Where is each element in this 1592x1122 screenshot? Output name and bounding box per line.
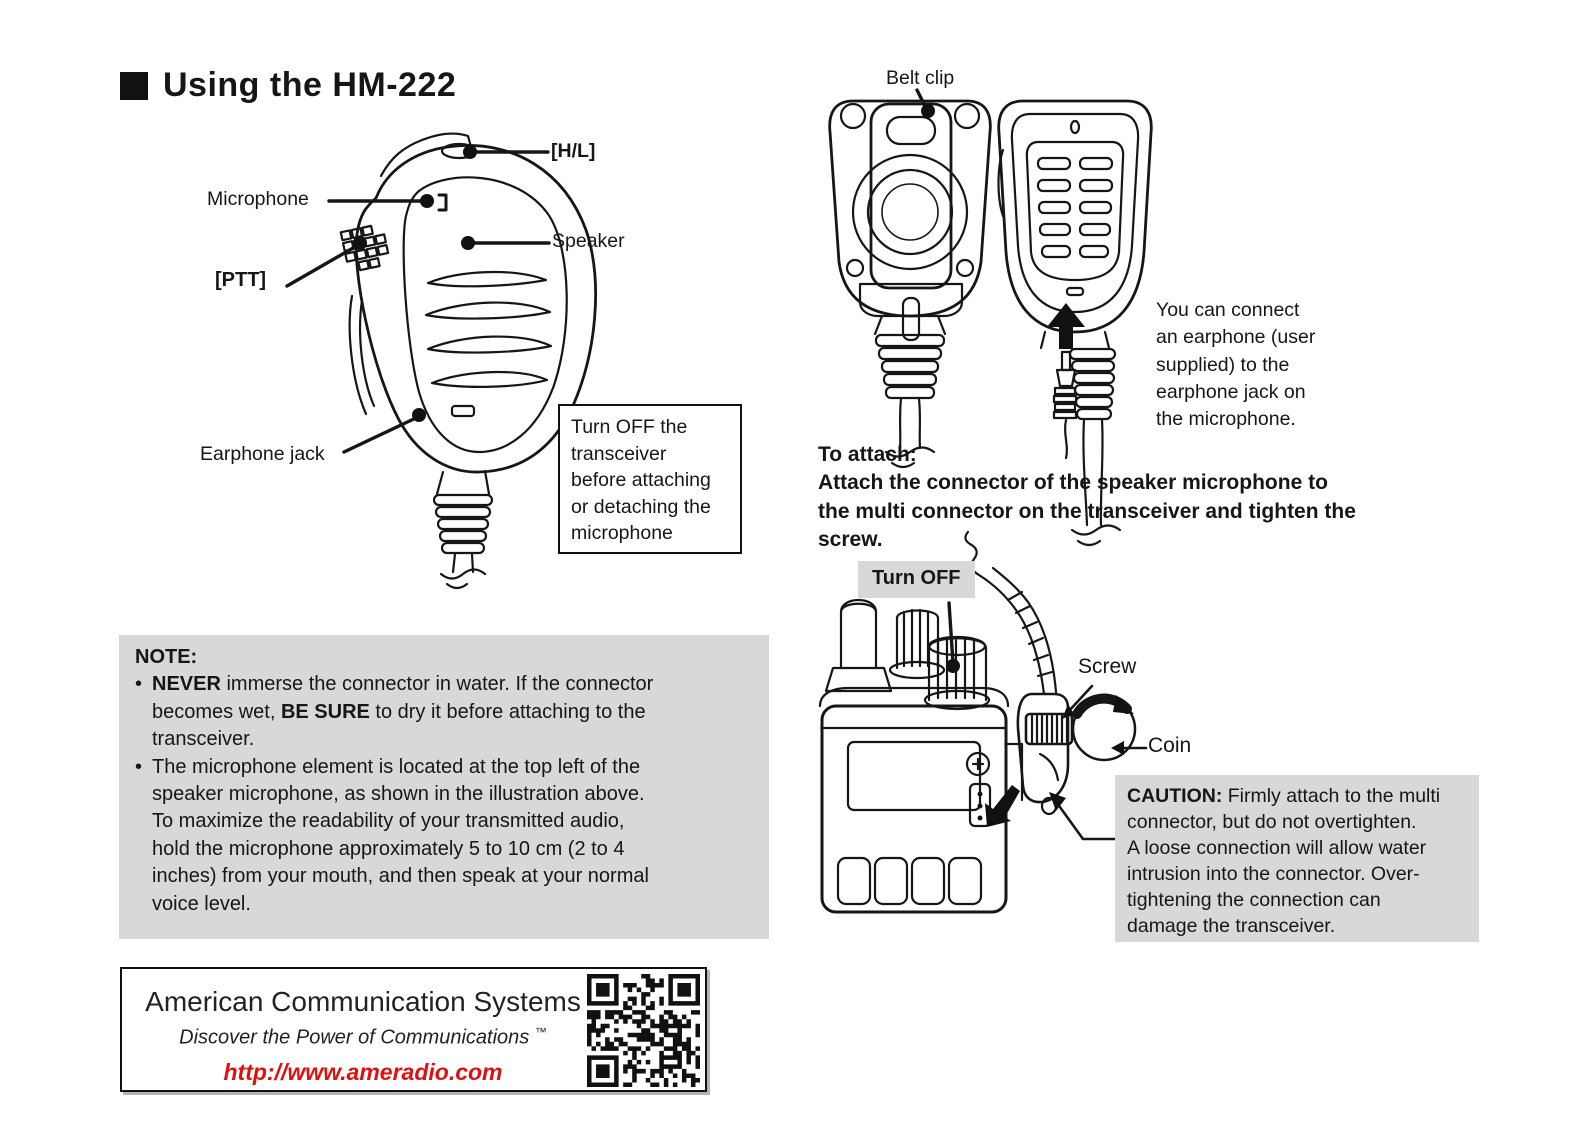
dealer-footer bbox=[120, 967, 707, 1092]
earphone-note-line: earphone jack on bbox=[1156, 380, 1306, 403]
label-microphone: Microphone bbox=[207, 188, 309, 210]
attach-line: screw. bbox=[818, 528, 883, 552]
note-line: inches) from your mouth, and then speak at your normal bbox=[152, 865, 649, 888]
turn-off-chip: Turn OFF bbox=[858, 561, 975, 598]
note-line: voice level. bbox=[152, 892, 251, 915]
attach-line: the multi connector on the transceiver and tighten the bbox=[818, 499, 1356, 523]
qr-code bbox=[587, 974, 700, 1087]
caution-line: tightening the connection can bbox=[1127, 888, 1381, 911]
coin-rotate-icon bbox=[1073, 695, 1135, 760]
caution-box bbox=[1115, 775, 1479, 942]
label-earphone-jack: Earphone jack bbox=[200, 443, 325, 465]
note-line: transceiver. bbox=[152, 728, 255, 751]
label-coin: Coin bbox=[1148, 734, 1192, 757]
warning-line: before attaching bbox=[571, 469, 711, 491]
earphone-note-line: You can connect bbox=[1156, 299, 1300, 321]
trademark-symbol: ™ bbox=[534, 1025, 547, 1039]
caution-line: damage the transceiver. bbox=[1127, 914, 1336, 937]
note-line: NEVER immerse the connector in water. If the connector bbox=[152, 673, 654, 696]
connector-illustration bbox=[965, 532, 1072, 814]
attach-heading: To attach: bbox=[818, 443, 917, 466]
warning-line: or detaching the bbox=[571, 495, 711, 518]
note-line: becomes wet, BE SURE to dry it before attaching to the bbox=[152, 700, 646, 723]
label-hl-key: [H/L] bbox=[551, 140, 596, 162]
turn-off-warning-box bbox=[558, 404, 742, 554]
earphone-note-line: supplied) to the bbox=[1156, 353, 1290, 376]
caution-line: intrusion into the connector. Over- bbox=[1127, 862, 1420, 885]
attach-line: Attach the connector of the speaker microphone to bbox=[818, 471, 1328, 494]
attach-instructions bbox=[818, 469, 1356, 555]
up-arrow-icon bbox=[1047, 303, 1085, 349]
earphone-note-line: the microphone. bbox=[1156, 408, 1296, 431]
caution-line: A loose connection will allow water bbox=[1127, 836, 1427, 859]
label-ptt-key: [PTT] bbox=[215, 269, 267, 291]
note-box bbox=[119, 635, 769, 939]
label-speaker: Speaker bbox=[552, 230, 625, 252]
note-line: hold the microphone approximately 5 to 10 cm (2 to 4 bbox=[152, 837, 625, 860]
note-bullet-2 bbox=[135, 754, 753, 918]
note-bullet-1 bbox=[135, 671, 753, 753]
dealer-company-name: American Communication Systems bbox=[145, 986, 581, 1017]
label-belt-clip: Belt clip bbox=[886, 67, 955, 89]
qr-code-pattern bbox=[587, 974, 700, 1087]
note-line: speaker microphone, as shown in the illustration above. bbox=[152, 783, 645, 806]
dealer-url-link[interactable]: http://www.ameradio.com bbox=[223, 1058, 503, 1085]
section-square-icon bbox=[120, 72, 148, 100]
note-heading: NOTE: bbox=[135, 646, 198, 668]
label-screw: Screw bbox=[1078, 655, 1137, 678]
page-title-text: Using the HM-222 bbox=[163, 66, 457, 104]
earphone-note-line: an earphone (user bbox=[1156, 326, 1316, 349]
bullet-icon: • bbox=[135, 755, 143, 778]
warning-line: Turn OFF the bbox=[571, 416, 688, 438]
warning-line: microphone bbox=[571, 522, 673, 544]
note-line: The microphone element is located at the top left of the bbox=[152, 755, 641, 778]
mic-rear-belt-clip-illustration bbox=[830, 101, 991, 467]
warning-line: transceiver bbox=[571, 442, 667, 465]
ptt-texture bbox=[341, 224, 391, 273]
transceiver-illustration bbox=[820, 600, 1022, 912]
earphone-note bbox=[1156, 297, 1315, 433]
caution-line: connector, but do not overtighten. bbox=[1127, 810, 1417, 833]
dealer-tagline: Discover the Power of Communications ™ bbox=[179, 1025, 547, 1049]
caution-line: CAUTION: Firmly attach to the multi bbox=[1127, 785, 1441, 807]
page-title bbox=[120, 66, 456, 105]
dealer-text bbox=[134, 969, 592, 1086]
note-line: To maximize the readability of your transmitted audio, bbox=[152, 810, 625, 833]
bullet-icon: • bbox=[135, 673, 143, 696]
